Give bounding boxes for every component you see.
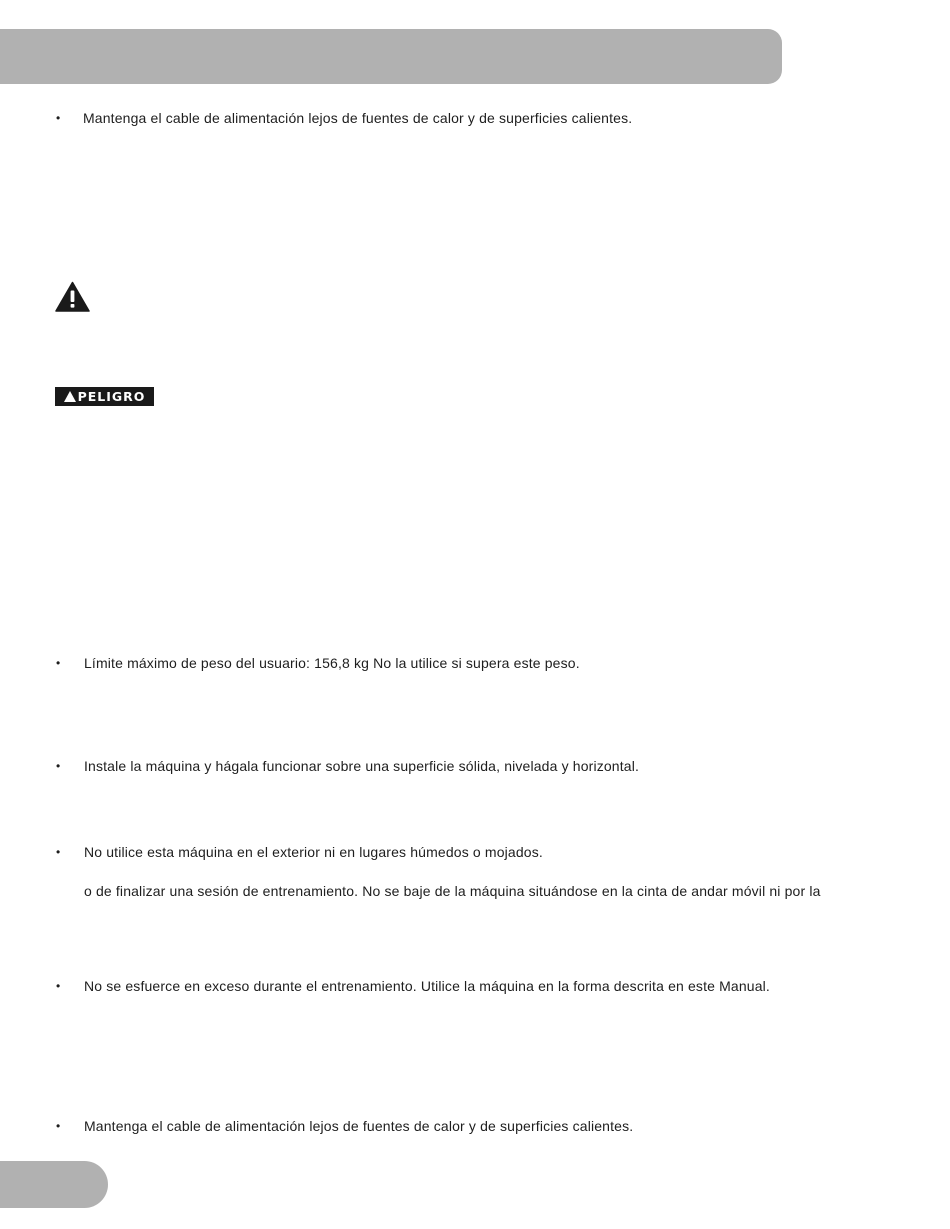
list-item: Instale la máquina y hágala funcionar sobre una superficie sólida, nivelada y horizontal. (84, 758, 640, 774)
bullet: • (56, 1119, 61, 1133)
bullet: • (56, 656, 61, 670)
header-bar (0, 29, 782, 84)
danger-label-text: PELIGRO (77, 389, 146, 404)
warning-triangle-icon (64, 391, 76, 402)
bullet: • (56, 111, 61, 125)
list-item: Mantenga el cable de alimentación lejos de fuentes de calor y de superficies calientes. (84, 1118, 634, 1134)
list-item: No utilice esta máquina en el exterior ni en lugares húmedos o mojados. (84, 844, 543, 860)
list-item-continuation: o de finalizar una sesión de entrenamiento. No se baje de la máquina situándose en la cinta de andar móvil ni por la (84, 883, 821, 899)
bullet: • (56, 759, 61, 773)
page-number-tab (0, 1161, 108, 1208)
list-item: No se esfuerce en exceso durante el entrenamiento. Utilice la máquina en la forma descrita en este Manual. (84, 978, 770, 994)
list-item: Límite máximo de peso del usuario: 156,8 kg No la utilice si supera este peso. (84, 655, 580, 671)
bullet: • (56, 845, 61, 859)
danger-label (55, 387, 154, 406)
bullet: • (56, 979, 61, 993)
warning-triangle-icon (55, 281, 90, 312)
list-item: Mantenga el cable de alimentación lejos de fuentes de calor y de superficies calientes. (83, 110, 633, 126)
